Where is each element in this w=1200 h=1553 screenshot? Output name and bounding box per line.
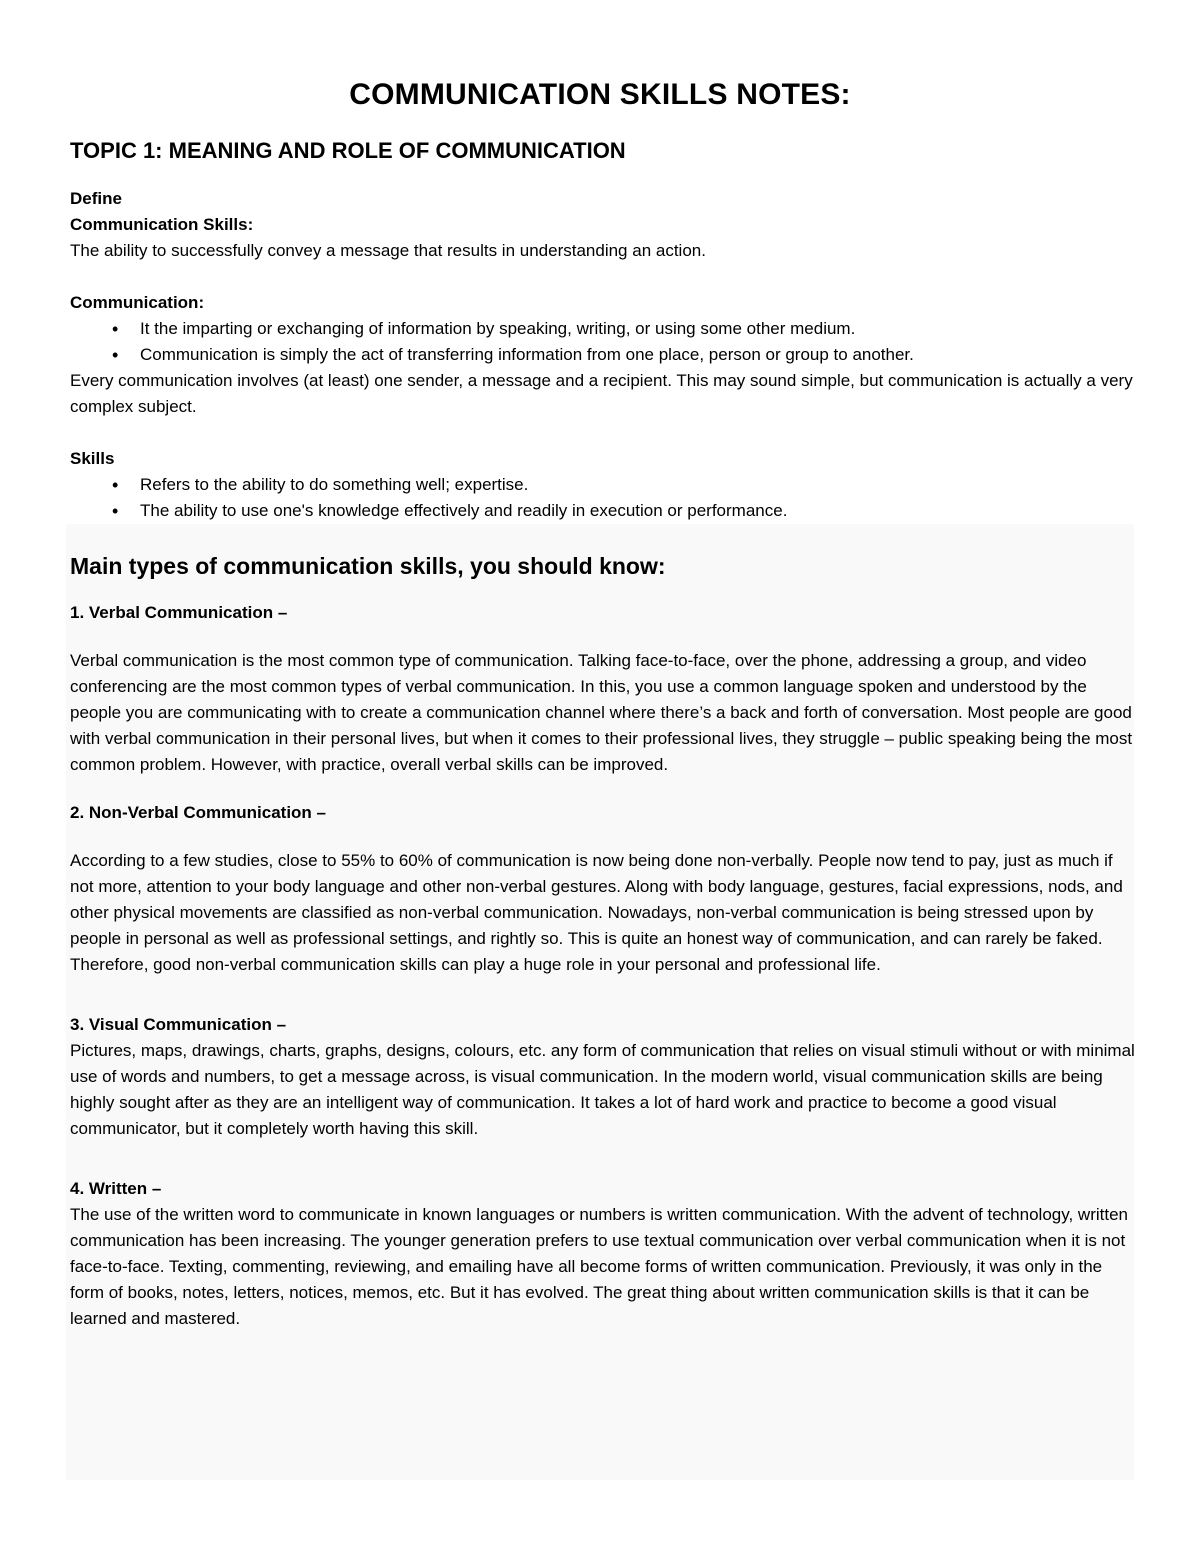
skills-bullet-list bbox=[70, 472, 1140, 524]
define-label: Define bbox=[70, 189, 122, 208]
communication-skills-label: Communication Skills: bbox=[70, 215, 254, 234]
nonverbal-text: According to a few studies, close to 55% to 60% of communication is now being done non-verbally. People now tend to pay, just as much if not more, attention to your body language and other non-verbal gestures. Along with body language, gestures, facial expressions, nods, and other physical movements are classified as non-verbal communication. Nowadays, non-verbal communication is being stressed upon by people in personal as well as professional settings, and rightly so. This is quite an honest way of communication, and can rarely be faked. Therefore, good non-verbal communication skills can play a huge role in your personal and professional life. bbox=[70, 851, 1123, 974]
communication-paragraph: Every communication involves (at least) one sender, a message and a recipient. This may sound simple, but communication is actually a very complex subject. bbox=[70, 371, 1133, 416]
communication-label: Communication: bbox=[70, 293, 205, 312]
verbal-text: Verbal communication is the most common type of communication. Talking face-to-face, over the phone, addressing a group, and video conferencing are the most common types of verbal communication. In this, you use a common language spoken and understood by the people you are communicating with to create a communication channel where there’s a back and forth of conversation. Most people are good with verbal communication in their personal lives, but when it comes to their professional lives, they struggle – public speaking being the most common problem. However, with practice, overall verbal skills can be improved. bbox=[70, 651, 1133, 774]
list-item: • It the imparting or exchanging of information by speaking, writing, or using some other medium. bbox=[70, 316, 1140, 342]
definitions-section bbox=[70, 186, 1140, 524]
verbal-heading: 1. Verbal Communication – bbox=[70, 603, 288, 622]
communication-bullet-list bbox=[70, 316, 1140, 368]
topic-heading: TOPIC 1: MEANING AND ROLE OF COMMUNICATION bbox=[70, 138, 626, 163]
list-item: • Communication is simply the act of transferring information from one place, person or group to another. bbox=[70, 342, 1140, 368]
written-text: The use of the written word to communicate in known languages or numbers is written communication. With the advent of technology, written communication has been increasing. The younger generation prefers to use textual communication over verbal communication when it is not face-to-face. Texting, commenting, reviewing, and emailing have all become forms of written communication. Previously, it was only in the form of books, notes, letters, notices, memos, etc. But it has evolved. The great thing about written communication skills is that it can be learned and mastered. bbox=[70, 1205, 1128, 1328]
written-heading: 4. Written – bbox=[70, 1179, 162, 1198]
skills-label: Skills bbox=[70, 449, 115, 468]
nonverbal-heading: 2. Non-Verbal Communication – bbox=[70, 803, 326, 822]
main-types-heading: Main types of communication skills, you should know: bbox=[70, 553, 666, 579]
communication-skills-definition: The ability to successfully convey a message that results in understanding an action. bbox=[70, 241, 706, 260]
visual-heading: 3. Visual Communication – bbox=[70, 1015, 287, 1034]
main-types-section bbox=[70, 548, 1136, 1332]
list-item: • Refers to the ability to do something well; expertise. bbox=[70, 472, 1140, 498]
visual-text: Pictures, maps, drawings, charts, graphs, designs, colours, etc. any form of communication that relies on visual stimuli without or with minimal use of words and numbers, to get a message across, is visual communication. In the modern world, visual communication skills are being highly sought after as they are an intelligent way of communication. It takes a lot of hard work and practice to become a good visual communicator, but it completely worth having this skill. bbox=[70, 1041, 1135, 1138]
document-title: COMMUNICATION SKILLS NOTES: bbox=[349, 78, 851, 111]
list-item: • The ability to use one's knowledge effectively and readily in execution or performance. bbox=[70, 498, 1140, 524]
